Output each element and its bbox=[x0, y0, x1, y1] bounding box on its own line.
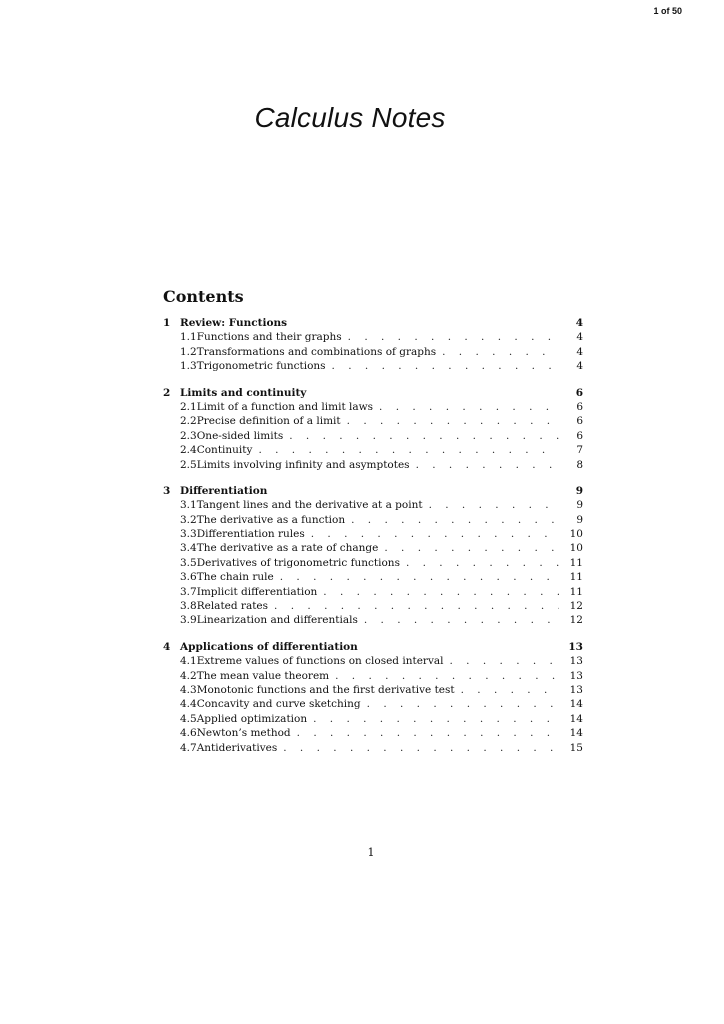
toc-subsection-entry[interactable] bbox=[163, 570, 583, 584]
toc-subsection-entry[interactable] bbox=[163, 683, 583, 697]
toc-section bbox=[163, 484, 583, 628]
dot-leader bbox=[406, 556, 559, 570]
subsection-number: 2.3 bbox=[180, 429, 197, 442]
subsection-number: 2.4 bbox=[180, 444, 197, 457]
toc-subsection-entry[interactable] bbox=[163, 429, 583, 443]
toc-subsection-entry[interactable] bbox=[163, 498, 583, 512]
subsection-page: 6 bbox=[576, 429, 583, 442]
toc-section-entry[interactable] bbox=[163, 316, 583, 330]
document-title: Calculus Notes bbox=[254, 102, 446, 133]
subsection-number: 4.1 bbox=[180, 655, 197, 668]
subsection-page: 4 bbox=[576, 331, 583, 344]
subsection-number: 3.5 bbox=[180, 556, 197, 569]
dot-leader bbox=[274, 599, 559, 613]
subsection-page: 10 bbox=[569, 542, 583, 555]
subsection-title: The mean value theorem bbox=[196, 669, 330, 682]
section-title: Applications of differentiation bbox=[180, 640, 358, 653]
subsection-title: Limit of a function and limit laws bbox=[196, 400, 374, 413]
subsection-page: 6 bbox=[576, 415, 583, 428]
subsection-page: 12 bbox=[569, 614, 583, 627]
page-number: 1 bbox=[367, 846, 375, 859]
toc-subsection-entry[interactable] bbox=[163, 541, 583, 555]
subsection-title: Concavity and curve sketching bbox=[196, 698, 361, 711]
subsection-number: 3.6 bbox=[180, 571, 197, 584]
section-page: 13 bbox=[568, 640, 583, 653]
section-page: 4 bbox=[575, 316, 583, 329]
section-page: 9 bbox=[575, 484, 583, 497]
toc-section-entry[interactable] bbox=[163, 640, 583, 654]
subsection-page: 6 bbox=[576, 400, 583, 413]
subsection-number: 3.4 bbox=[180, 542, 197, 555]
table-of-contents bbox=[163, 316, 583, 767]
section-number: 4 bbox=[163, 640, 171, 653]
toc-subsection-entry[interactable] bbox=[163, 443, 583, 457]
subsection-page: 4 bbox=[576, 345, 583, 358]
subsection-page: 13 bbox=[569, 683, 583, 696]
subsection-title: Implicit differentiation bbox=[196, 585, 318, 598]
toc-subsection-entry[interactable] bbox=[163, 345, 583, 359]
dot-leader bbox=[313, 712, 559, 726]
subsection-page: 9 bbox=[576, 499, 583, 512]
subsection-title: Continuity bbox=[196, 444, 253, 457]
dot-leader bbox=[416, 458, 559, 472]
subsection-page: 11 bbox=[569, 585, 583, 598]
toc-subsection-entry[interactable] bbox=[163, 669, 583, 683]
toc-subsection-entry[interactable] bbox=[163, 513, 583, 527]
toc-subsection-entry[interactable] bbox=[163, 741, 583, 755]
subsection-title: Antiderivatives bbox=[196, 741, 278, 754]
dot-leader bbox=[442, 345, 559, 359]
subsection-page: 13 bbox=[569, 669, 583, 682]
subsection-number: 3.1 bbox=[180, 499, 197, 512]
subsection-title: Monotonic functions and the first derivative test bbox=[196, 683, 455, 696]
toc-subsection-entry[interactable] bbox=[163, 400, 583, 414]
dot-leader bbox=[364, 613, 559, 627]
toc-section-entry[interactable] bbox=[163, 386, 583, 400]
subsection-number: 3.8 bbox=[180, 600, 197, 613]
subsection-title: Newton’s method bbox=[196, 727, 291, 740]
dot-leader bbox=[450, 654, 560, 668]
subsection-page: 13 bbox=[569, 655, 583, 668]
toc-subsection-entry[interactable] bbox=[163, 697, 583, 711]
subsection-page: 4 bbox=[576, 360, 583, 373]
toc-subsection-entry[interactable] bbox=[163, 654, 583, 668]
dot-leader bbox=[348, 330, 559, 344]
section-title: Limits and continuity bbox=[180, 386, 307, 399]
toc-subsection-entry[interactable] bbox=[163, 414, 583, 428]
toc-subsection-entry[interactable] bbox=[163, 585, 583, 599]
toc-subsection-entry[interactable] bbox=[163, 359, 583, 373]
subsection-page: 12 bbox=[569, 600, 583, 613]
subsection-number: 1.1 bbox=[180, 331, 197, 344]
section-title: Review: Functions bbox=[180, 316, 288, 329]
subsection-title: Linearization and differentials bbox=[196, 614, 358, 627]
dot-leader bbox=[311, 527, 559, 541]
toc-subsection-entry[interactable] bbox=[163, 458, 583, 472]
dot-leader bbox=[297, 726, 559, 740]
subsection-page: 8 bbox=[576, 458, 583, 471]
subsection-title: Extreme values of functions on closed interval bbox=[196, 655, 444, 668]
subsection-number: 2.5 bbox=[180, 458, 197, 471]
dot-leader bbox=[335, 669, 559, 683]
subsection-number: 4.3 bbox=[180, 683, 197, 696]
subsection-title: Limits involving infinity and asymptotes bbox=[196, 458, 410, 471]
dot-leader bbox=[384, 541, 559, 555]
subsection-number: 3.7 bbox=[180, 585, 197, 598]
subsection-title: The derivative as a rate of change bbox=[196, 542, 379, 555]
subsection-title: Precise definition of a limit bbox=[196, 415, 341, 428]
subsection-title: Applied optimization bbox=[196, 712, 308, 725]
subsection-number: 4.6 bbox=[180, 727, 197, 740]
toc-section bbox=[163, 316, 583, 374]
subsection-page: 11 bbox=[569, 556, 583, 569]
subsection-title: Derivatives of trigonometric functions bbox=[196, 556, 400, 569]
subsection-number: 2.1 bbox=[180, 400, 197, 413]
subsection-number: 3.3 bbox=[180, 528, 197, 541]
toc-section bbox=[163, 386, 583, 472]
subsection-number: 2.2 bbox=[180, 415, 197, 428]
dot-leader bbox=[351, 513, 559, 527]
dot-leader bbox=[289, 429, 559, 443]
subsection-page: 9 bbox=[576, 513, 583, 526]
dot-leader bbox=[258, 443, 559, 457]
dot-leader bbox=[367, 697, 559, 711]
subsection-title: Differentiation rules bbox=[196, 528, 305, 541]
subsection-title: Functions and their graphs bbox=[196, 331, 342, 344]
dot-leader bbox=[332, 359, 559, 373]
subsection-page: 14 bbox=[569, 712, 583, 725]
subsection-page: 14 bbox=[569, 698, 583, 711]
toc-subsection-entry[interactable] bbox=[163, 712, 583, 726]
subsection-number: 4.4 bbox=[180, 698, 197, 711]
dot-leader bbox=[280, 570, 559, 584]
section-title: Differentiation bbox=[180, 484, 268, 497]
subsection-title: Transformations and combinations of graphs bbox=[196, 345, 437, 358]
contents-heading: Contents bbox=[163, 287, 244, 306]
subsection-number: 4.5 bbox=[180, 712, 197, 725]
subsection-title: The derivative as a function bbox=[196, 513, 346, 526]
toc-subsection-entry[interactable] bbox=[163, 330, 583, 344]
toc-section bbox=[163, 640, 583, 755]
toc-subsection-entry[interactable] bbox=[163, 556, 583, 570]
toc-subsection-entry[interactable] bbox=[163, 726, 583, 740]
section-page: 6 bbox=[575, 386, 583, 399]
subsection-title: The chain rule bbox=[196, 571, 274, 584]
dot-leader bbox=[379, 400, 559, 414]
subsection-number: 4.2 bbox=[180, 669, 197, 682]
toc-section-entry[interactable] bbox=[163, 484, 583, 498]
subsection-number: 3.9 bbox=[180, 614, 197, 627]
subsection-number: 3.2 bbox=[180, 513, 197, 526]
section-number: 2 bbox=[163, 386, 171, 399]
dot-leader bbox=[461, 683, 559, 697]
subsection-page: 15 bbox=[569, 741, 583, 754]
toc-subsection-entry[interactable] bbox=[163, 527, 583, 541]
section-number: 3 bbox=[163, 484, 171, 497]
dot-leader bbox=[429, 498, 559, 512]
subsection-page: 11 bbox=[569, 571, 583, 584]
dot-leader bbox=[323, 585, 559, 599]
section-number: 1 bbox=[163, 316, 171, 329]
subsection-number: 1.3 bbox=[180, 360, 197, 373]
subsection-number: 4.7 bbox=[180, 741, 197, 754]
subsection-title: Related rates bbox=[196, 600, 269, 613]
subsection-page: 7 bbox=[576, 444, 583, 457]
page-indicator: 1 of 50 bbox=[653, 6, 682, 16]
toc-subsection-entry[interactable] bbox=[163, 613, 583, 627]
toc-subsection-entry[interactable] bbox=[163, 599, 583, 613]
subsection-title: Tangent lines and the derivative at a point bbox=[196, 499, 423, 512]
dot-leader bbox=[347, 414, 559, 428]
dot-leader bbox=[283, 741, 559, 755]
subsection-title: Trigonometric functions bbox=[196, 360, 326, 373]
subsection-number: 1.2 bbox=[180, 345, 197, 358]
subsection-title: One-sided limits bbox=[196, 429, 284, 442]
subsection-page: 10 bbox=[569, 528, 583, 541]
subsection-page: 14 bbox=[569, 727, 583, 740]
